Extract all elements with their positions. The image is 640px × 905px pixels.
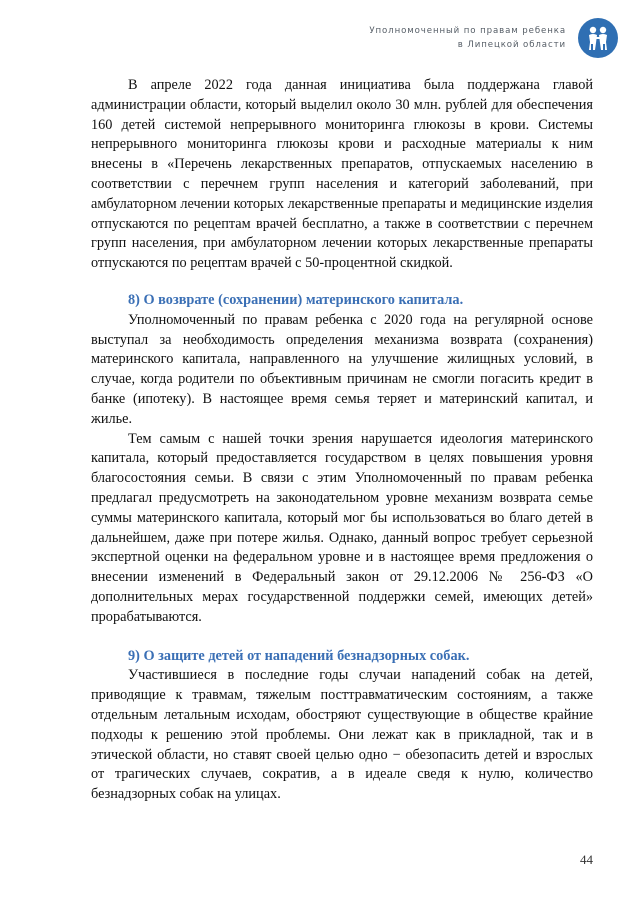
paragraph-glucose-monitoring: В апреле 2022 года данная инициатива была поддержана главой администрации области, который выделил около 30 млн. рублей для обеспечения 160 детей системой непрерывного мониторинга глюкозы в крови. Системы непрерывного мониторинга глюкозы крови и расходные материалы к ним внесены в «Перечень лекарственных препаратов, отпускаемых населению в соответствии с перечнем групп населения и категорий заболеваний, при амбулаторном лечении которых лекарственные препараты и медицинские изделия отпускаются по рецептам врачей бесплатно, а также в соответствии с перечнем групп населения, при амбулаторном лечении которых лекарственные препараты отпускаются по рецептам врачей с 50-процентной скидкой.: [91, 77, 593, 272]
paragraph-maternity-capital-2: Тем самым с нашей точки зрения нарушается идеология материнского капитала, который предоставляется государством в целях повышения уровня благосостояния семьи. В связи с этим Уполномоченный по правам ребенка предлагал предусмотреть на законодательном уровне механизм возврата семье суммы материнского капитала, который мог бы использоваться во благо детей в дальнейшем, даже при потере жилья. Однако, данный вопрос требует серьезной экспертной оценки на федеральном уровне и в настоящее время предложения о внесении изменений в Федеральный закон от 29.12.2006 № 256-ФЗ «О дополнительных мерах государственной поддержки семей, имеющих детей» прорабатываются.: [91, 430, 593, 625]
section-heading-stray-dogs: 9) О защите детей от нападений безнадзорных собак.: [128, 647, 470, 664]
section-heading-maternity-capital: 8) О возврате (сохранении) материнского капитала.: [128, 291, 464, 308]
header-title: [369, 24, 566, 52]
page-number: 44: [580, 852, 593, 867]
paragraph-stray-dogs: Участившиеся в последние годы случаи нападений собак на детей, приводящие к травмам, тяжелым посттравматическим состояниям, а также отдельным летальным исходам, обостряют существующие в обществе крайние подходы к решению этой проблемы. Они лежат как в прикладной, так и в этической области, но ставят своей целью одно − обезопасить детей и взрослых от трагических случаев, сократив, а в идеале сведя к нулю, количество безнадзорных собак на улицах.: [91, 667, 593, 803]
header-title-line2: в Липецкой области: [457, 40, 566, 50]
children-silhouette-icon: [578, 18, 618, 58]
paragraph-maternity-capital-1: Уполномоченный по правам ребенка с 2020 года на регулярной основе выступал за необходимость определения механизма возврата (сохранения) материнского капитала, направленного на улучшение жилищных условий, в случае, когда родители по объективным причинам не смогли погасить кредит в банке (ипотеку). В настоящее время семья теряет и материнский капитал, и жилье.: [91, 311, 593, 427]
header-title-line1: Уполномоченный по правам ребенка: [369, 26, 566, 36]
page-header: [369, 18, 618, 58]
page-body: [91, 76, 593, 805]
